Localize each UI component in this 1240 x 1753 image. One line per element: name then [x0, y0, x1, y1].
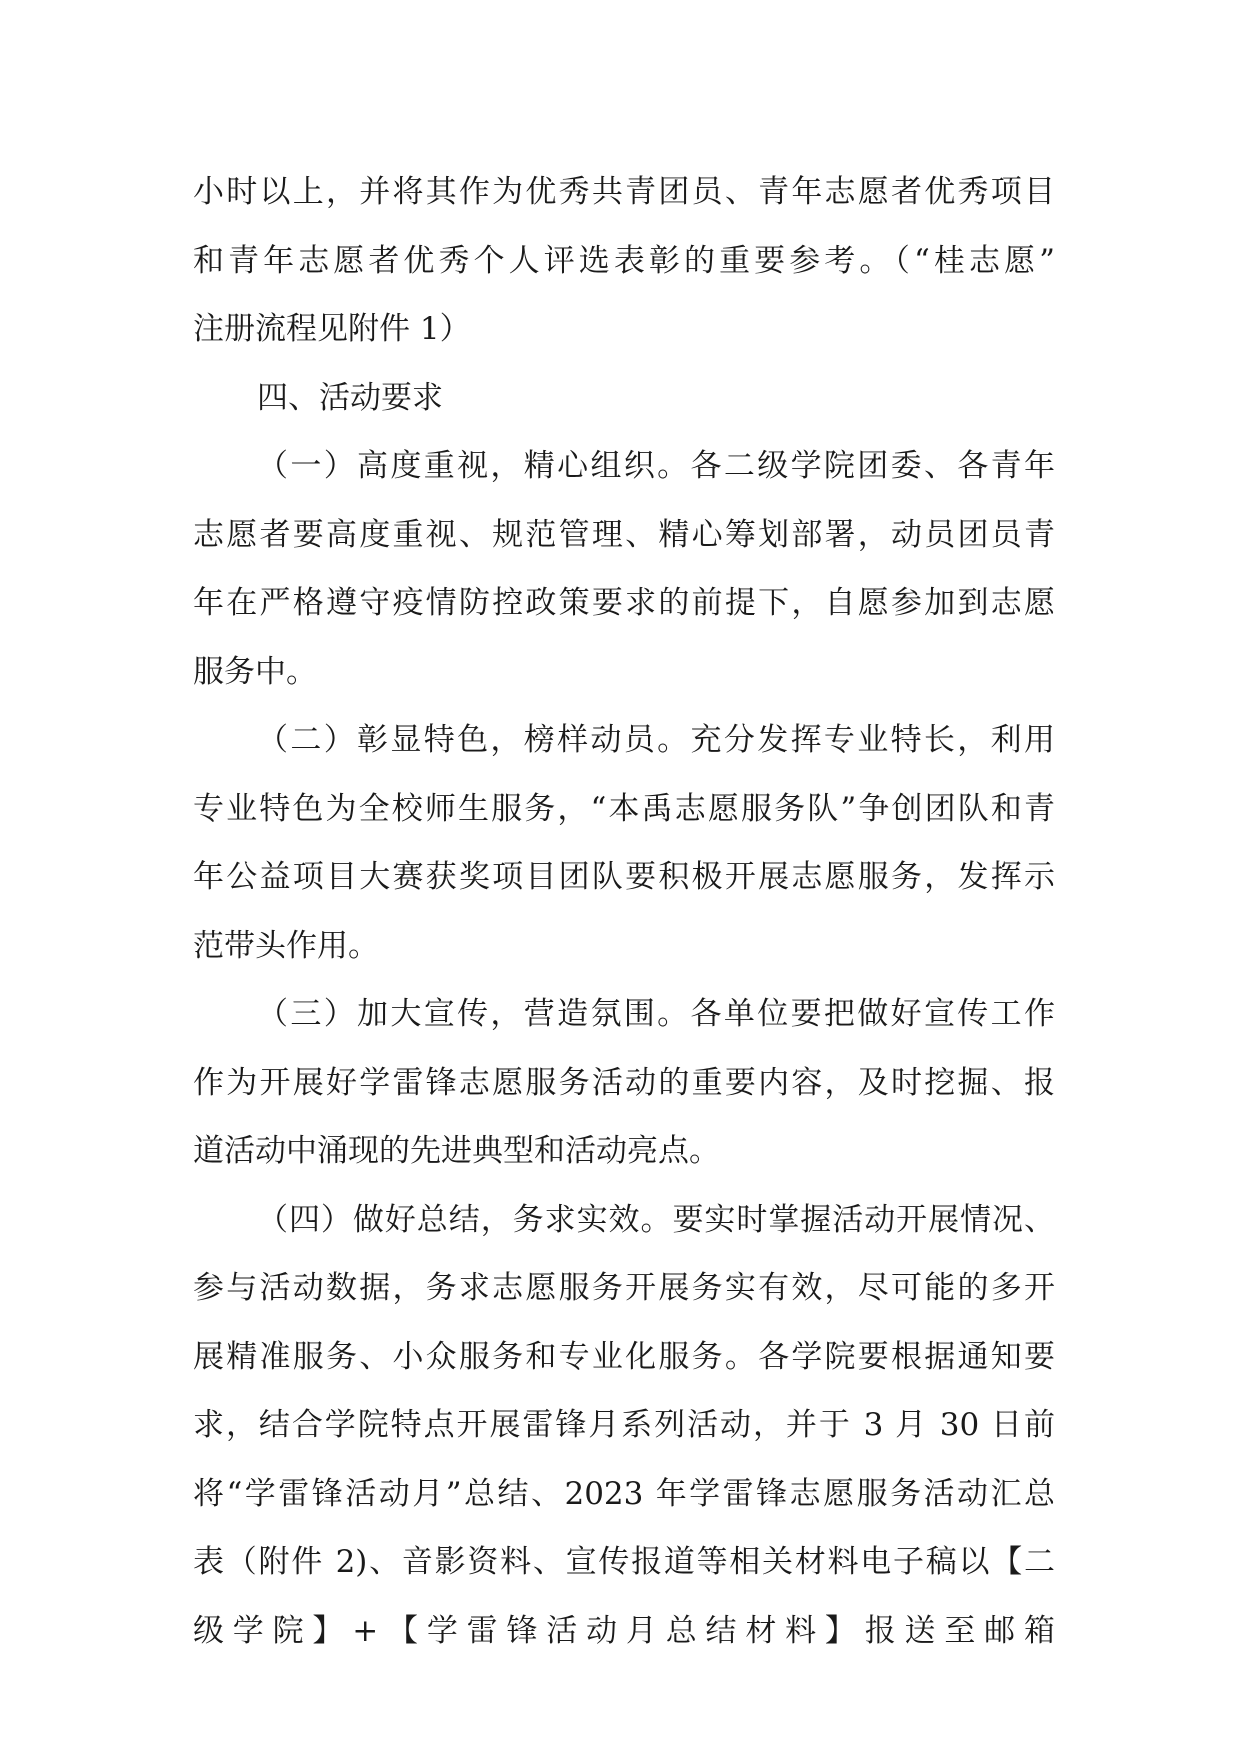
- paragraph-3-line-3: 年公益项目大赛获奖项目团队要积极开展志愿服务，发挥示: [193, 859, 1055, 895]
- paragraph-5-line-7: 级学院】+【学雷锋活动月总结材料】报送至邮箱: [193, 1612, 1055, 1649]
- paragraph-4-line-3: 道活动中涌现的先进典型和活动亮点。: [193, 1133, 720, 1169]
- paragraph-3-line-4: 范带头作用。: [193, 927, 379, 964]
- paragraph-5-line-5: 将“学雷锋活动月”总结、2023 年学雷锋志愿服务活动汇总: [193, 1475, 1055, 1512]
- paragraph-2-line-1: （一）高度重视，精心组织。各二级学院团委、各青年: [257, 448, 1055, 484]
- paragraph-3-line-1: （二）彰显特色，榜样动员。充分发挥专业特长，利用: [257, 722, 1055, 758]
- paragraph-5-line-2: 参与活动数据，务求志愿服务开展务实有效，尽可能的多开: [193, 1270, 1055, 1306]
- paragraph-4-line-2: 作为开展好学雷锋志愿服务活动的重要内容，及时挖掘、报: [193, 1064, 1055, 1101]
- paragraph-5-line-6: 表（附件 2)、音影资料、宣传报道等相关材料电子稿以【二: [193, 1544, 1055, 1580]
- paragraph-5-line-4: 求，结合学院特点开展雷锋月系列活动，并于 3 月 30 日前: [193, 1407, 1055, 1443]
- paragraph-5-line-3: 展精准服务、小众服务和专业化服务。各学院要根据通知要: [193, 1338, 1055, 1375]
- paragraph-2-line-3: 年在严格遵守疫情防控政策要求的前提下，自愿参加到志愿: [193, 585, 1055, 621]
- document-body: [193, 158, 1055, 1665]
- paragraph-2-line-4: 服务中。: [193, 653, 317, 690]
- paragraph-1-line-3: 注册流程见附件 1）: [193, 311, 471, 347]
- paragraph-5-line-1: （四）做好总结，务求实效。要实时掌握活动开展情况、: [257, 1201, 1055, 1238]
- paragraph-3-line-2: 专业特色为全校师生服务，“本禹志愿服务队”争创团队和青: [193, 790, 1055, 827]
- section-heading-activity-requirements: 四、活动要求: [257, 379, 443, 416]
- paragraph-2-line-2: 志愿者要高度重视、规范管理、精心筹划部署，动员团员青: [193, 516, 1055, 553]
- paragraph-1-line-2: 和青年志愿者优秀个人评选表彰的重要参考。（“桂志愿”: [193, 242, 1055, 279]
- paragraph-4-line-1: （三）加大宣传，营造氛围。各单位要把做好宣传工作: [257, 996, 1055, 1032]
- paragraph-1-line-1: 小时以上，并将其作为优秀共青团员、青年志愿者优秀项目: [193, 174, 1055, 210]
